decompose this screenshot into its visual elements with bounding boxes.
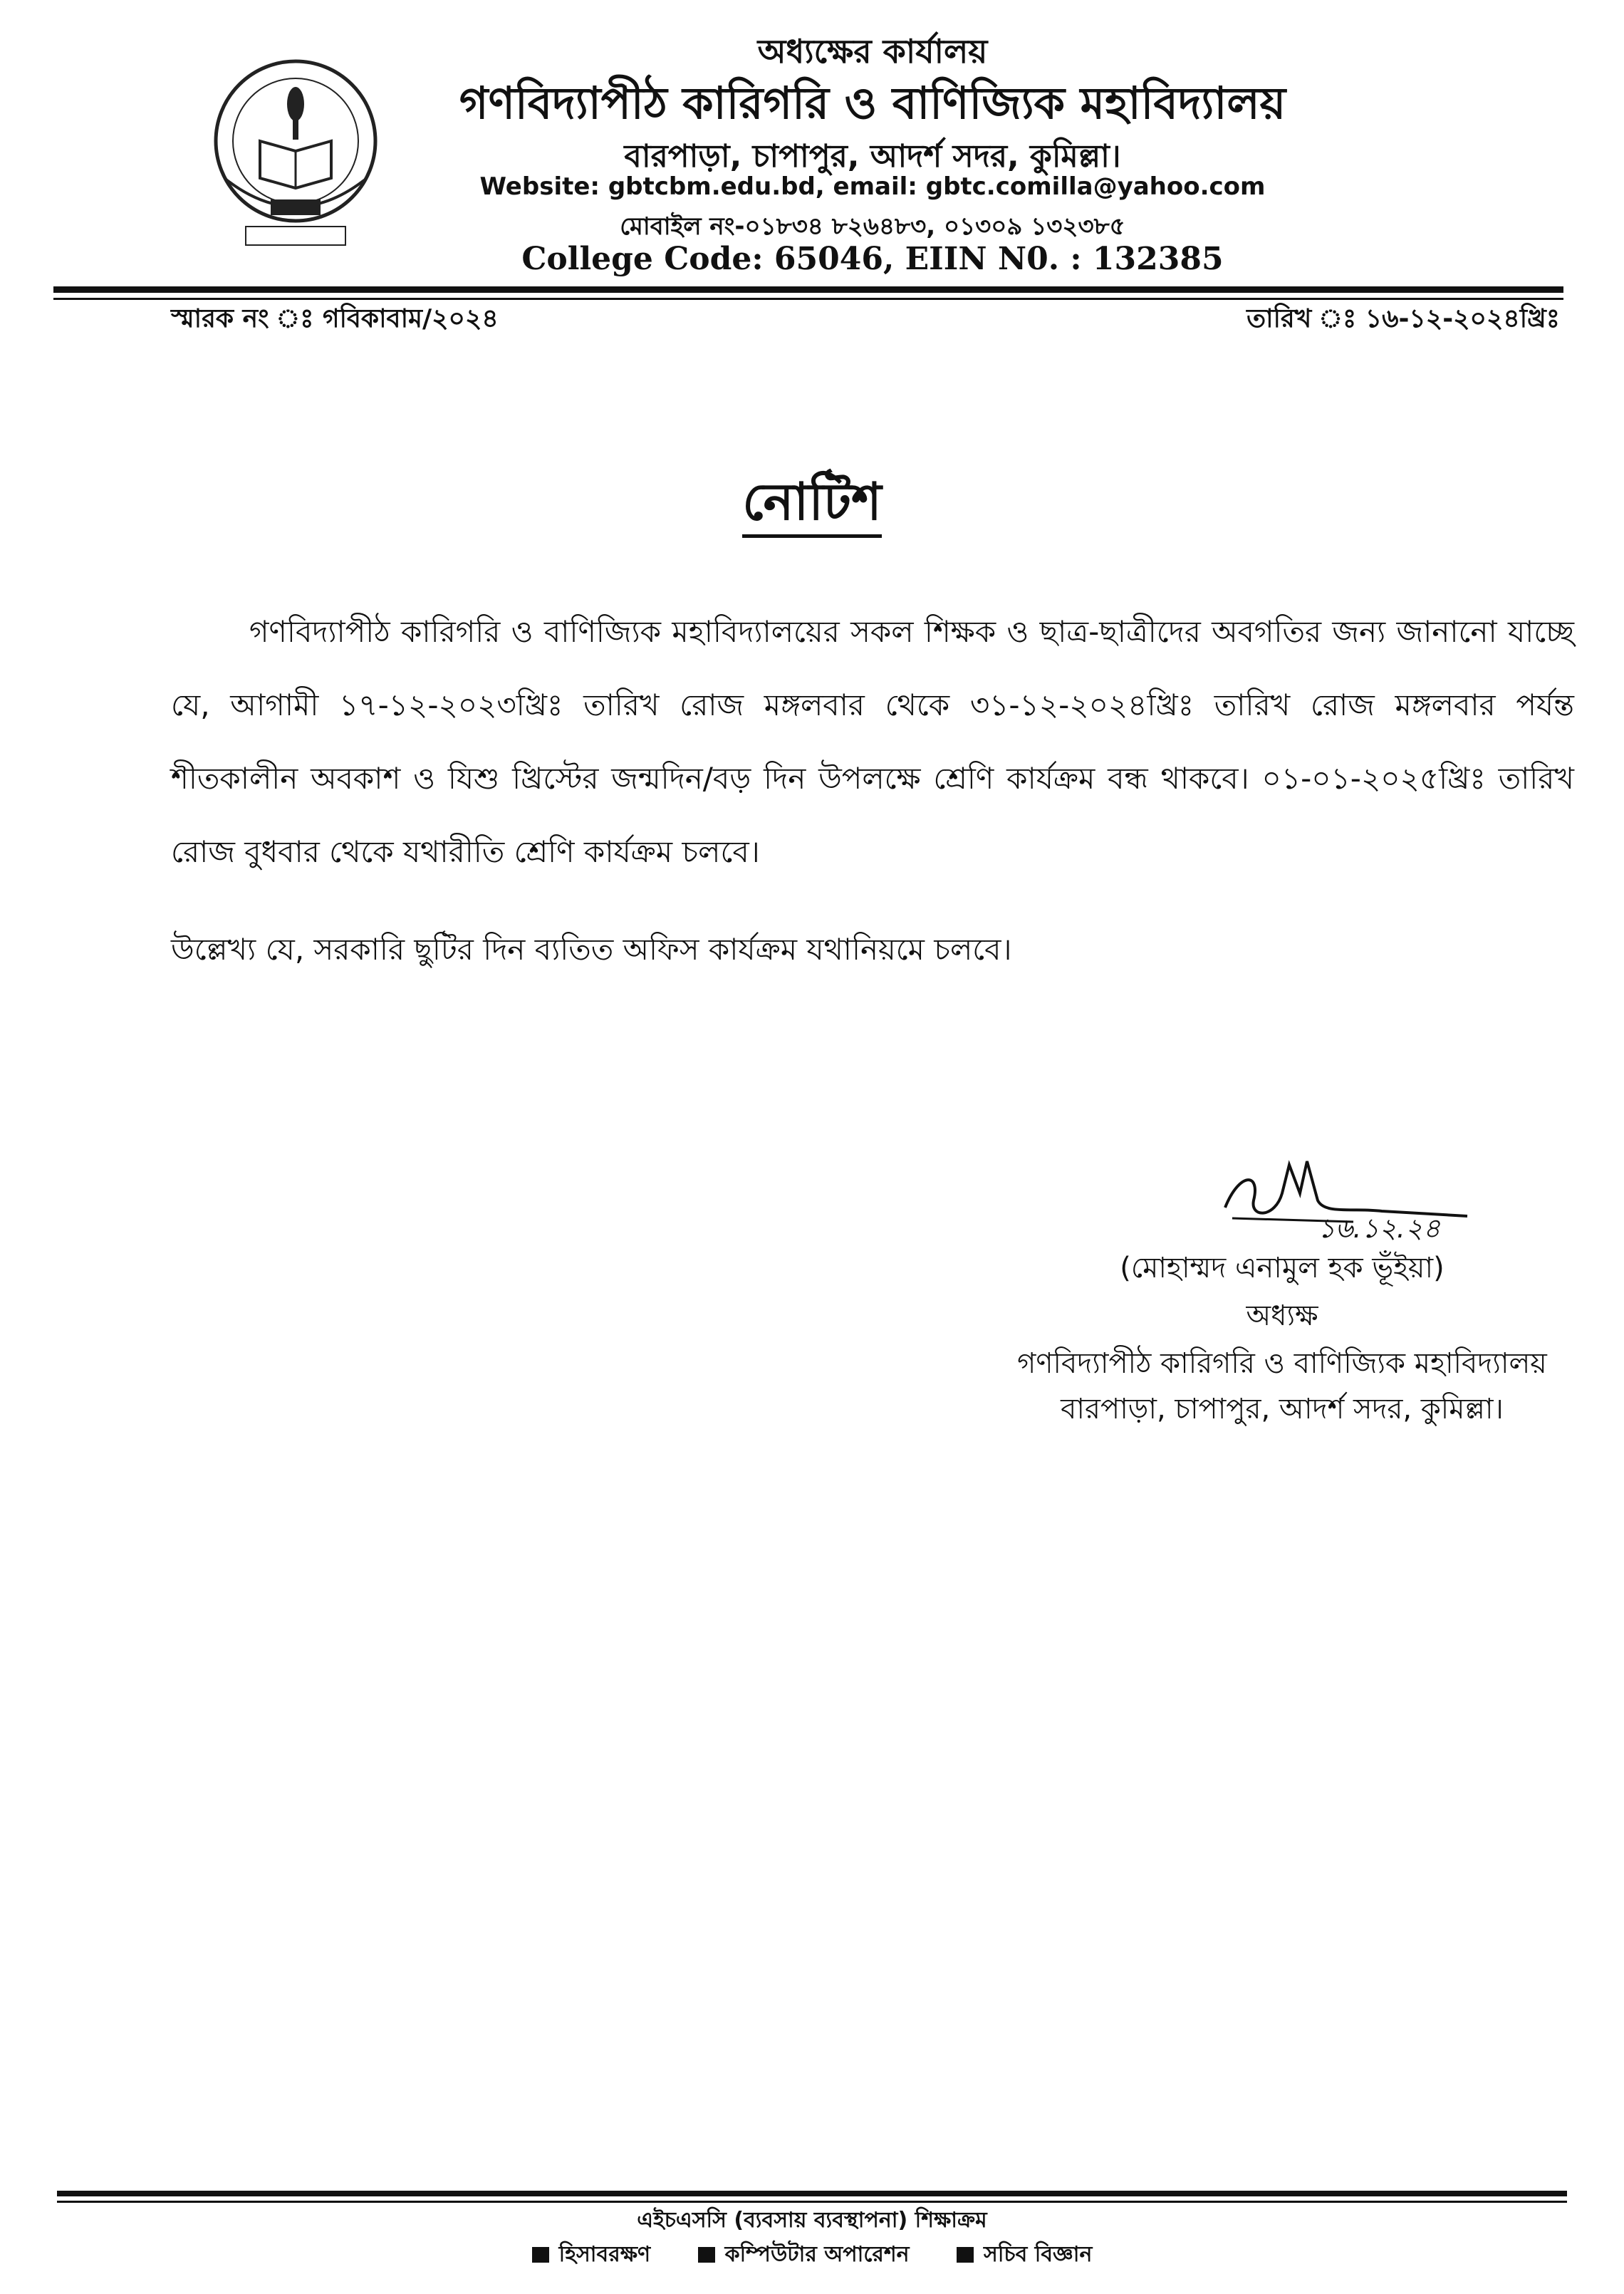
website-email-line: Website: gbtcbm.edu.bd, email: gbtc.comilla@yahoo.com <box>479 172 1266 201</box>
office-heading: অধ্যক্ষের কার্যালয় <box>757 32 988 71</box>
college-code-line: College Code: 65046, EIIN N0. : 132385 <box>521 241 1224 277</box>
footer-subject-label: হিসাবরক্ষণ <box>558 2242 651 2267</box>
signatory-college: গণবিদ্যাপীঠ কারিগরি ও বাণিজ্যিক মহাবিদ্যালয় <box>1017 1347 1547 1380</box>
college-address: বারপাড়া, চাপাপুর, আদর্শ সদর, কুমিল্লা। <box>624 138 1121 175</box>
memo-number: স্মারক নং ঃ গবিকাবাম/২০২৪ <box>171 304 499 333</box>
signatory-address: বারপাড়া, চাপাপুর, আদর্শ সদর, কুমিল্লা। <box>1061 1393 1504 1426</box>
notice-date: তারিখ ঃ ১৬-১২-২০২৪খ্রিঃ <box>1246 304 1560 333</box>
signatory-designation: অধ্যক্ষ <box>1246 1299 1318 1332</box>
mobile-line: মোবাইল নং-০১৮৩৪ ৮২৬৪৮৩, ০১৩০৯ ১৩২৩৮৫ <box>620 212 1125 241</box>
footer-subject-item <box>532 2237 651 2273</box>
footer-subject-label: কম্পিউটার অপারেশন <box>724 2242 910 2267</box>
notice-title-text: নোটিশ <box>742 472 882 538</box>
footer-subject-item <box>957 2237 1092 2273</box>
square-bullet-icon <box>698 2247 715 2263</box>
footer-subject-item <box>698 2237 910 2273</box>
signatory-name: (মোহাম্মদ এনামুল হক ভূঁইয়া) <box>1120 1252 1445 1284</box>
notice-title <box>0 463 1624 549</box>
college-name: গণবিদ্যাপীঠ কারিগরি ও বাণিজ্যিক মহাবিদ্যালয় <box>459 77 1286 129</box>
college-seal-logo <box>203 57 388 249</box>
notice-note: উল্লেখ্য যে, সরকারি ছুটির দিন ব্যতিত অফিস কার্যক্রম যথানিয়মে চলবে। <box>171 932 1012 967</box>
notice-body: গণবিদ্যাপীঠ কারিগরি ও বাণিজ্যিক মহাবিদ্যালয়ের সকল শিক্ষক ও ছাত্র-ছাত্রীদের অবগতির জন্য জানানো যাচ্ছে যে, আগামী ১৭-১২-২০২৩খ্রিঃ তারিখ রোজ মঙ্গলবার থেকে ৩১-১২-২০২৪খ্রিঃ তারিখ রোজ মঙ্গলবার পর্যন্ত শীতকালীন অবকাশ ও যিশু খ্রিস্টের জন্মদিন/বড় দিন উপলক্ষে শ্রেণি কার্যক্রম বন্ধ থাকবে। ০১-০১-২০২৫খ্রিঃ তারিখ রোজ বুধবার থেকে যথারীতি শ্রেণি কার্যক্রম চলবে। <box>171 614 1574 869</box>
header-divider <box>53 286 1563 293</box>
footer-divider <box>57 2191 1567 2196</box>
footer-subjects <box>0 2237 1624 2273</box>
signature-date: ১৬.১২.২৪ <box>1318 1213 1441 1244</box>
square-bullet-icon <box>532 2247 549 2263</box>
square-bullet-icon <box>957 2247 974 2263</box>
footer-program: এইচএসসি (ব্যবসায় ব্যবস্থাপনা) শিক্ষাক্রম <box>637 2208 987 2233</box>
footer-subject-label: সচিব বিজ্ঞান <box>984 2242 1093 2267</box>
